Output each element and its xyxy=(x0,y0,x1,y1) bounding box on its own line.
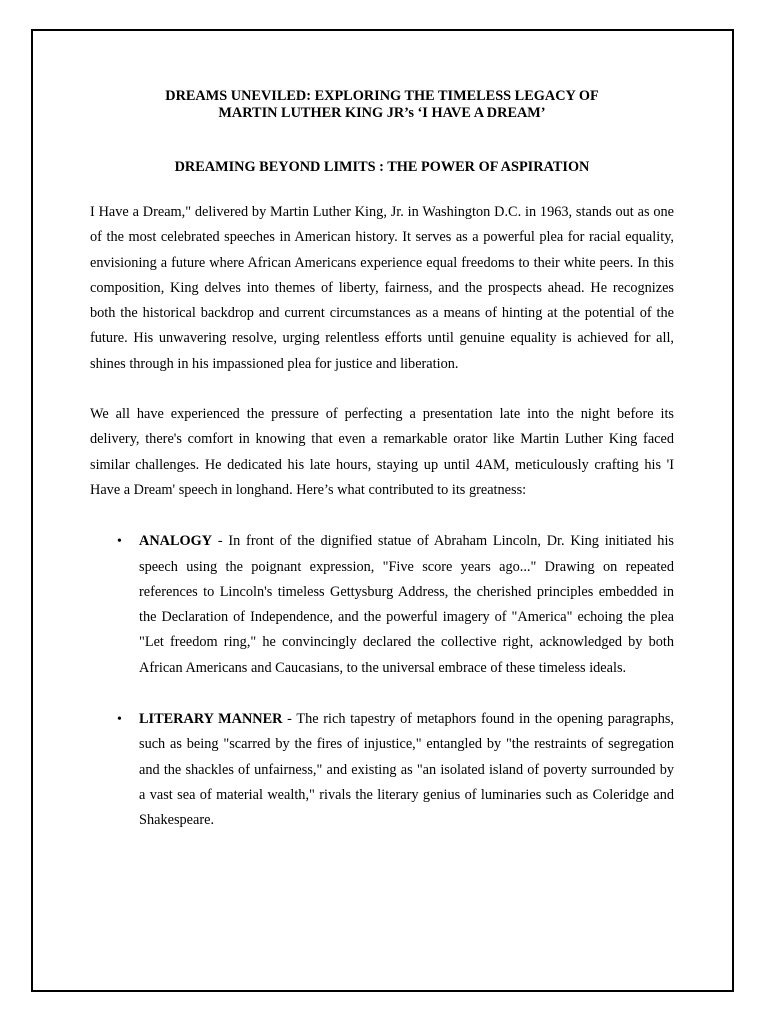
paragraph-intro: I Have a Dream," delivered by Martin Luther King, Jr. in Washington D.C. in 1963, stands out as one of the most celebrated speeches in American history. It serves as a powerful plea for racial equality, envisioning a future where African Americans experience equal freedoms to their white peers. In this composition, King delves into themes of liberty, fairness, and the prospects ahead. He recognizes both the historical backdrop and current circumstances as a means of hinting at the potential of the future. His unwavering resolve, urging relentless efforts until genuine equality is achieved for all, shines through in his impassioned plea for justice and liberation. xyxy=(90,204,674,372)
bullet-text: - In front of the dignified statue of Abraham Lincoln, Dr. King initiated his speech using the poignant expression, "Five score years ago..." Drawing on repeated references to Lincoln's timeless Gettysburg Address, the cherished principles embedded in the Declaration of Independence, and the powerful imagery of "America" echoing the plea "Let freedom ring," he convincingly declared the collective right, acknowledged by both African Americans and Caucasians, to the universal embrace of these timeless ideals. xyxy=(139,533,674,676)
bullet-term: ANALOGY xyxy=(139,533,213,550)
title-line-1: DREAMS UNEVILED: EXPLORING THE TIMELESS LEGACY OF xyxy=(165,88,599,104)
document-content xyxy=(90,88,674,834)
bullet-text: - The rich tapestry of metaphors found in the opening paragraphs, such as being "scarred by the fires of injustice," entangled by "the restraints of segregation and the shackles of unfairness," and existing as "an isolated island of poverty surrounded by a vast sea of material wealth," rivals the literary genius of luminaries such as Coleridge and Shakespeare. xyxy=(139,711,675,829)
bullet-list xyxy=(90,529,674,833)
title-line-2: MARTIN LUTHER KING JR’s ‘I HAVE A DREAM’ xyxy=(218,105,546,121)
bullet-marker-icon: • xyxy=(117,712,122,728)
document-title xyxy=(90,88,674,122)
bullet-item-analogy xyxy=(90,529,674,681)
bullet-term: LITERARY MANNER xyxy=(139,711,283,728)
bullet-marker-icon: • xyxy=(117,534,122,550)
section-subtitle: DREAMING BEYOND LIMITS : THE POWER OF ASPIRATION xyxy=(174,159,590,175)
bullet-item-literary-manner xyxy=(90,707,674,833)
paragraph-context: We all have experienced the pressure of perfecting a presentation late into the night before its delivery, there's comfort in knowing that even a remarkable orator like Martin Luther King faced similar challenges. He dedicated his late hours, staying up until 4AM, meticulously crafting his 'I Have a Dream' speech in longhand. Here’s what contributed to its greatness: xyxy=(90,406,674,498)
